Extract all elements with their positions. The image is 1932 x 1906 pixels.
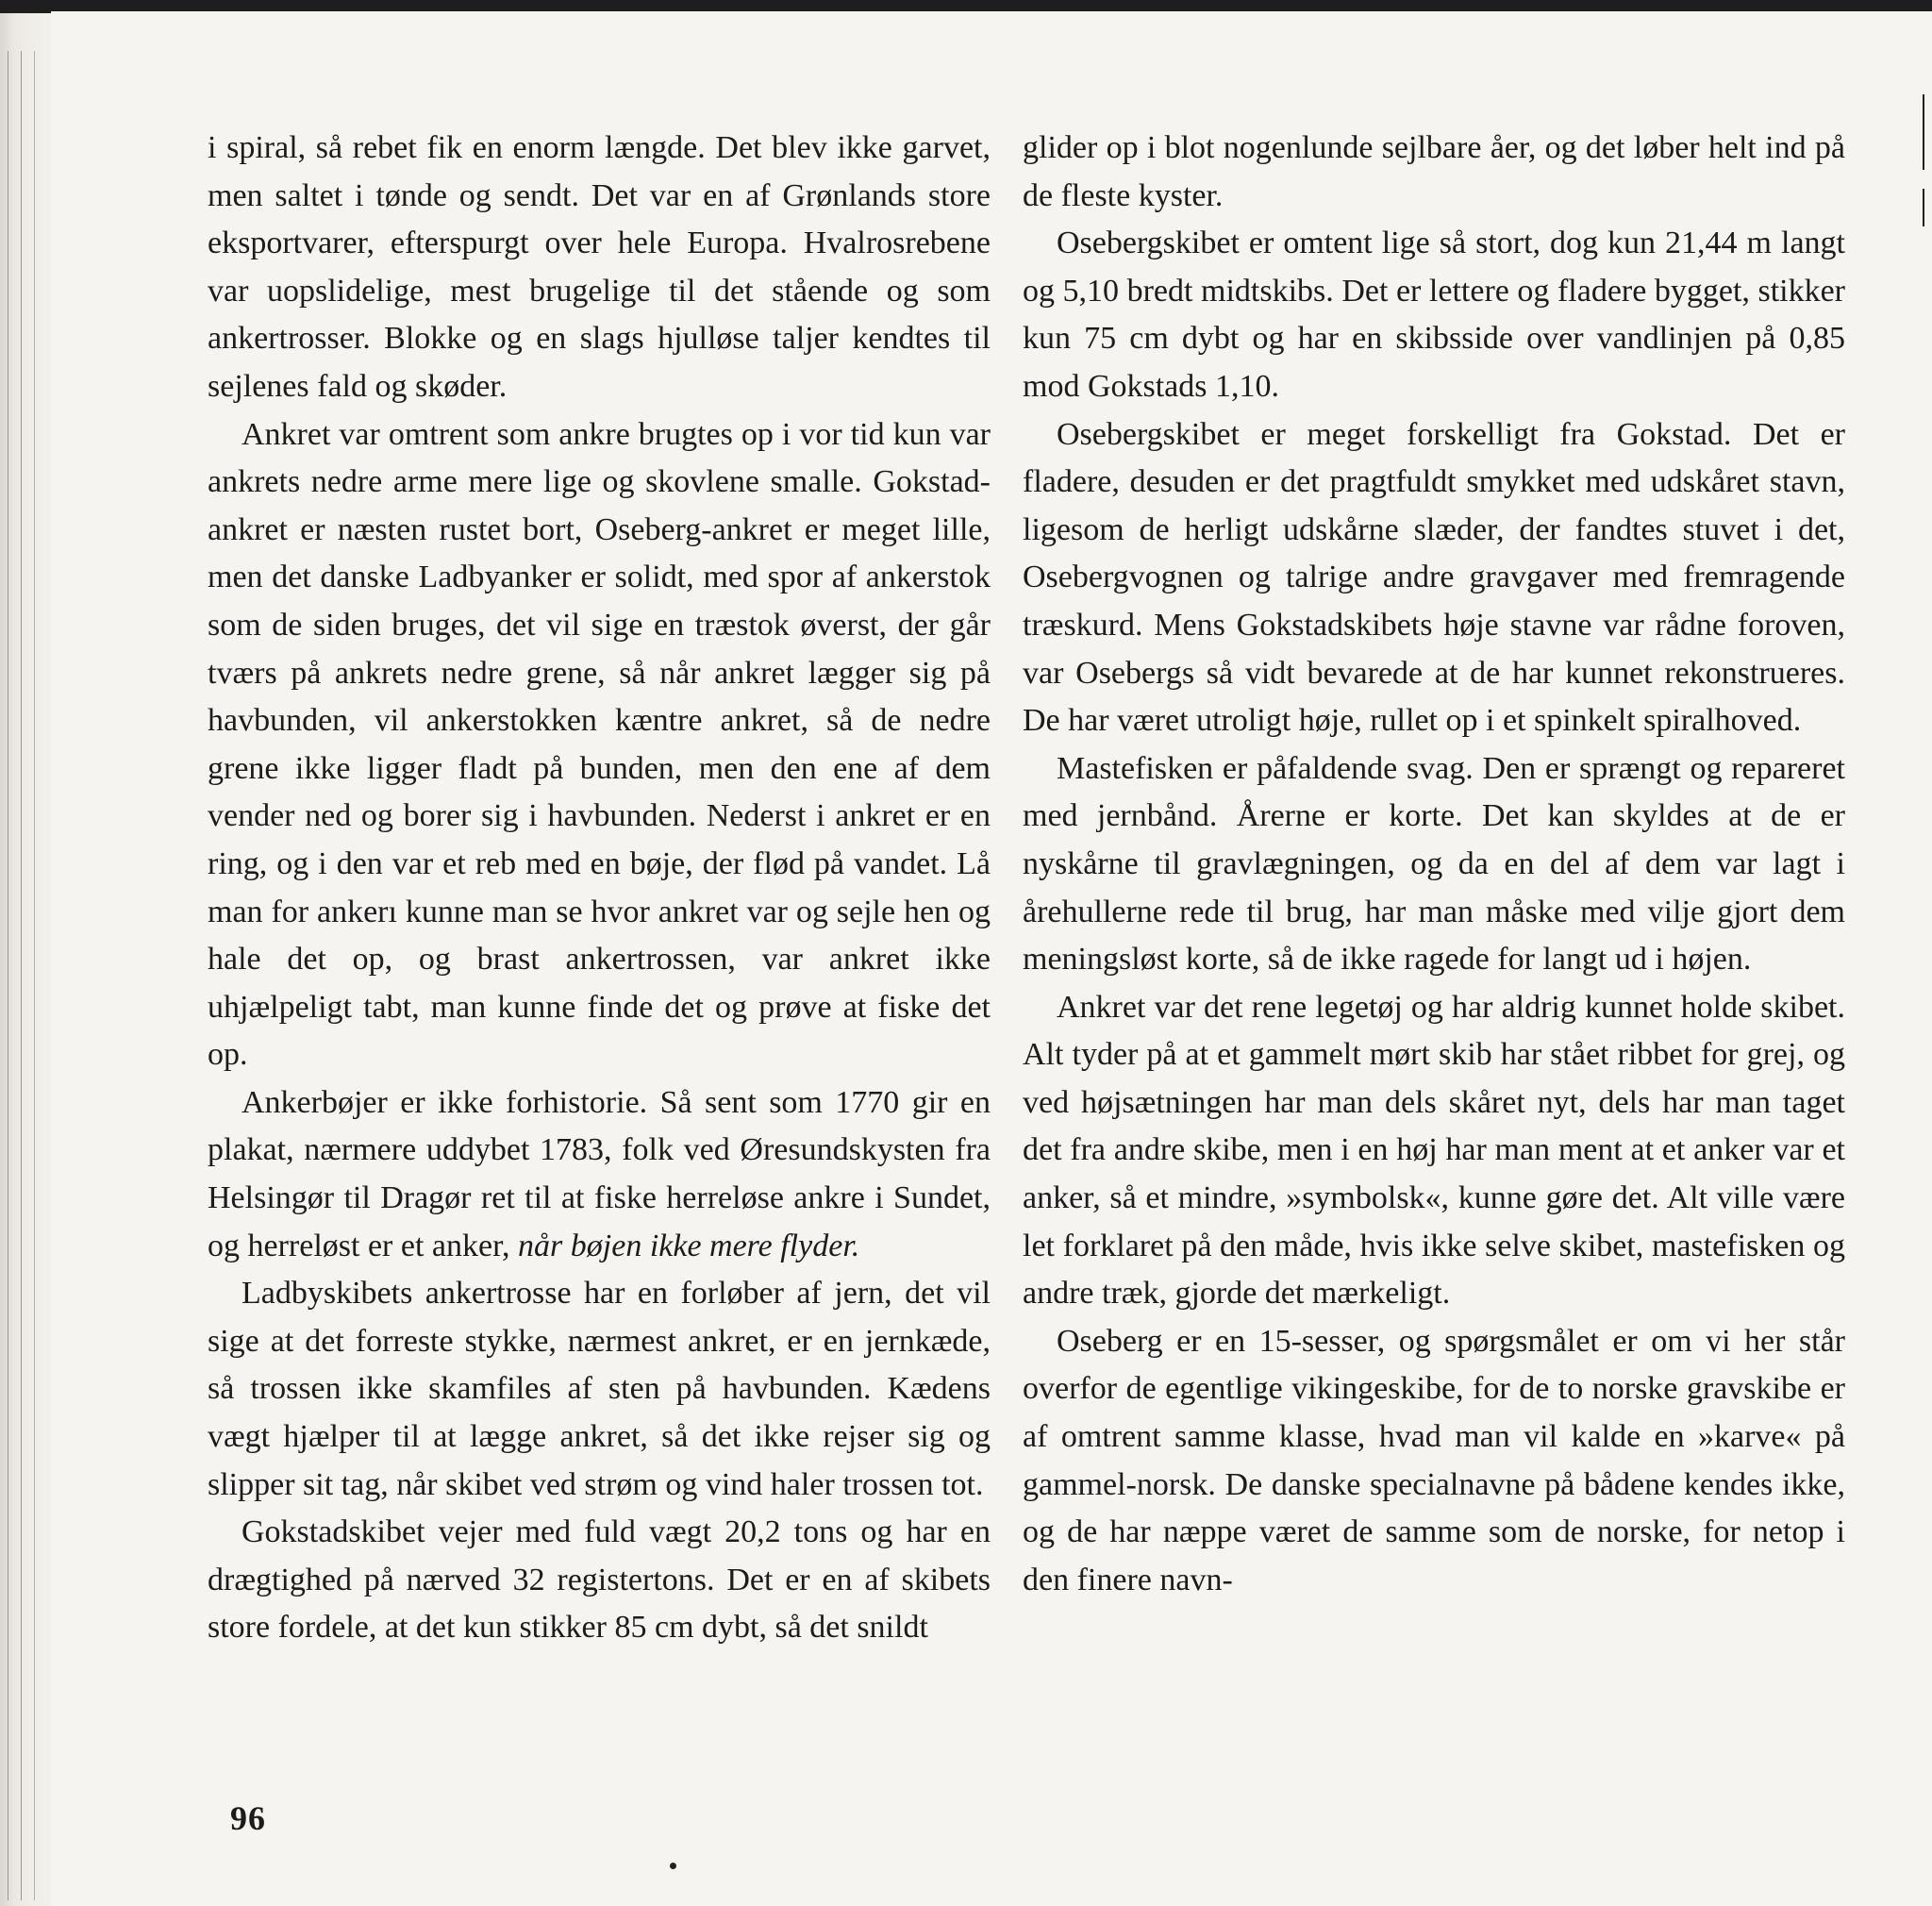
ink-speck	[670, 1863, 676, 1869]
page-edge-line	[34, 51, 35, 1900]
paragraph-with-italic	[208, 1079, 991, 1270]
paragraph: Osebergskibet er meget forskelligt fra Gokstad. Det er fladere, desuden er det pragtfuldt smykket med udskåret stavn, ligesom de herligt udskårne slæder, der fandtes stuvet i det, Osebergvognen og talrige andre gravgaver med fremragende træskurd. Mens Gokstadskibets høje stavne var rådne foroven, var Osebergs så vidt bevarede at de har kunnet rekonstrueres. De har været utroligt høje, rullet op i et spinkelt spiralhoved.	[1023, 416, 1845, 739]
paragraph: Ankret var omtrent som ankre brugtes op i vor tid kun var ankrets nedre arme mere lige og skovlene smalle. Gokstad-ankret er næsten rustet bort, Oseberg-ankret er meget lille, men det danske Ladbyanker er solidt, med spor af ankerstok som de siden bruges, det vil sige en træstok øverst, der går tværs på ankrets nedre grene, så når ankret lægger sig på havbunden, vil ankerstokken kæntre ankret, så de nedre grene ikke ligger fladt på bunden, men den ene af dem vender ned og borer sig i havbunden. Nederst i ankret er en ring, og i den var et reb med en bøje, der flød på vandet. Lå man for ankerı kunne man se hvor ankret var og sejle hen og hale det op, og brast ankertrossen, var ankret ikke uhjælpeligt tabt, man kunne finde det og prøve at fiske det op.	[208, 416, 991, 1073]
paragraph: glider op i blot nogenlunde sejlbare åer, og det løber helt ind på de fleste kyster.	[1023, 130, 1845, 213]
page-stack-edge	[0, 13, 51, 1906]
italic-phrase: når bøjen ikke mere flyder.	[518, 1228, 860, 1263]
scan-right-edge-mark	[1923, 94, 1924, 170]
page-edge-line	[21, 51, 22, 1900]
paragraph: i spiral, så rebet fik en enorm længde. Det blev ikke garvet, men saltet i tønde og sendt. Det var en af Grønlands store eksportvarer, efterspurgt over hele Europa. Hvalrosrebene var uopslidelige, mest brugelige til det stående og som ankertrosser. Blokke og en slags hjulløse taljer kendtes til sejlenes fald og skøder.	[208, 130, 991, 404]
paragraph: Ladbyskibets ankertrosse har en forløber af jern, det vil sige at det forreste stykke, nærmest ankret, er en jernkæde, så trossen ikke skamfiles af sten på havbunden. Kædens vægt hjælper til at lægge ankret, så det ikke rejser sig og slipper sit tag, når skibet ved strøm og vind haler trossen tot.	[208, 1276, 991, 1502]
scan-right-edge-mark	[1923, 189, 1924, 226]
right-text-column	[1023, 125, 1845, 1604]
paragraph: Mastefisken er påfaldende svag. Den er sprængt og repareret med jernbånd. Årerne er korte. Det kan skyldes at de er nyskårne til gravlægningen, og da en del af dem var lagt i årehullerne rede til brug, har man måske med vilje gjort dem meningsløst korte, så de ikke ragede for langt ud i højen.	[1023, 750, 1845, 978]
paragraph: Ankret var det rene legetøj og har aldrig kunnet holde skibet. Alt tyder på at et gammelt mørt skib har stået ribbet for grej, og ved højsætningen har man dels skåret nyt, dels har man taget det fra andre skibe, men i en høj har man ment at et anker var et anker, så et mindre, »symbolsk«, kunne gøre det. Alt ville være let forklaret på den måde, hvis ikke selve skibet, mastefisken og andre træk, gjorde det mærkeligt.	[1023, 989, 1845, 1312]
left-text-column	[208, 125, 991, 1652]
paragraph: Oseberg er en 15-sesser, og spørgsmålet er om vi her står overfor de egentlige vikingeskibe, for de to norske gravskibe er af omtrent samme klasse, hvad man vil kalde en »karve« på gammel-norsk. De danske specialnavne på bådene kendes ikke, og de har næppe været de samme som de norske, for netop i den finere navn-	[1023, 1323, 1845, 1597]
page-number: 96	[230, 1799, 266, 1837]
paragraph-text: Ankerbøjer er ikke forhistorie. Så sent som 1770 gir en plakat, nærmere uddybet 1783, folk ved Øresundskysten fra Helsingør til Dragør ret til at fiske herreløse ankre i Sundet, og herreløst er et anker,	[208, 1084, 991, 1263]
paragraph: Osebergskibet er omtent lige så stort, dog kun 21,44 m langt og 5,10 bredt midtskibs. Det er lettere og fladere bygget, stikker kun 75 cm dybt og har en skibsside over vandlinjen på 0,85 mod Gokstads 1,10.	[1023, 226, 1845, 404]
paragraph: Gokstadskibet vejer med fuld vægt 20,2 tons og har en drægtighed på nærved 32 registertons. Det er en af skibets store fordele, at det kun stikker 85 cm dybt, så det snildt	[208, 1514, 991, 1646]
